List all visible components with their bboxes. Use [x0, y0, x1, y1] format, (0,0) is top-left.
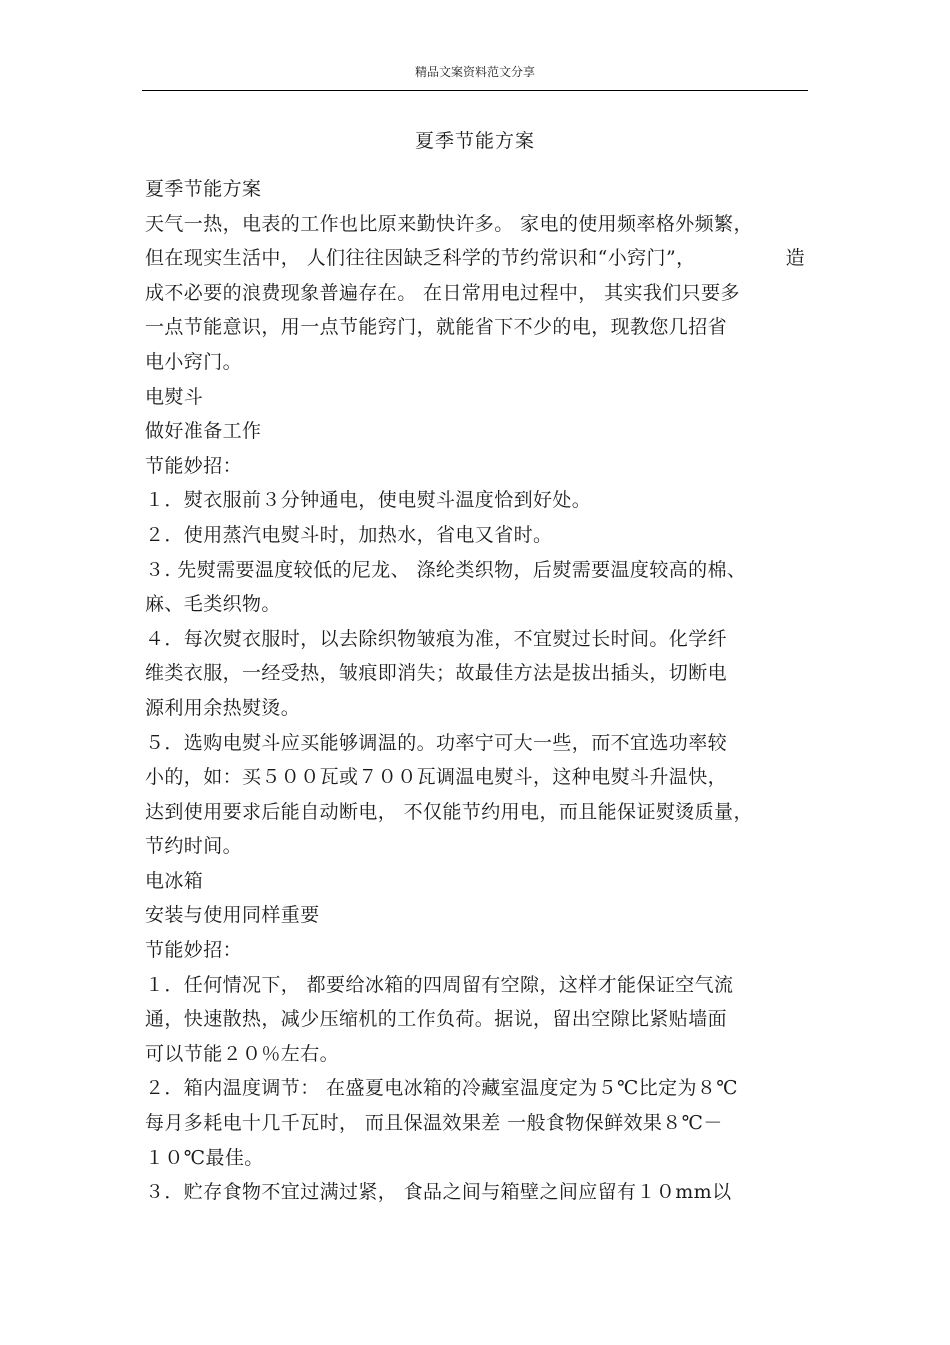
subheading: 做好准备工作: [145, 420, 262, 443]
subheading: 安装与使用同样重要: [145, 904, 320, 927]
list-item-continuation: 源利用余热熨烫。: [145, 696, 301, 719]
list-item: ２．箱内温度调节： 在盛夏电冰箱的冷藏室温度定为５℃比定为８℃: [145, 1077, 738, 1100]
paragraph-line: 电小窍门。: [145, 350, 243, 373]
list-item: ３．贮存食物不宜过满过紧， 食品之间与箱壁之间应留有１０mm以: [145, 1181, 732, 1204]
paragraph-line-text: 但在现实生活中， 人们往往因缺乏科学的节约常识和“小窍门”，: [145, 247, 696, 270]
list-item-continuation: 通，快速散热，减少压缩机的工作负荷。据说，留出空隙比紧贴墙面: [145, 1008, 728, 1031]
tips-label: 节能妙招：: [145, 454, 243, 477]
list-item: ２．使用蒸汽电熨斗时，加热水，省电又省时。: [145, 523, 553, 546]
section-heading: 夏季节能方案: [145, 178, 262, 200]
list-item: １．任何情况下， 都要给冰箱的四周留有空隙，这样才能保证空气流: [145, 973, 734, 996]
page-header: 精品文案资料范文分享: [414, 65, 535, 79]
list-item: ３. 先熨需要温度较低的尼龙、 涤纶类织物，后熨需要温度较高的棉、: [145, 558, 747, 581]
paragraph-line-text: 造: [785, 247, 805, 270]
paragraph-line: 一点节能意识，用一点节能窍门，就能省下不少的电，现教您几招省: [145, 316, 728, 339]
list-item-continuation: 小的，如：买５００瓦或７００瓦调温电熨斗，这种电熨斗升温快，: [145, 766, 728, 789]
section-heading: 电冰箱: [145, 869, 204, 892]
list-item-continuation: 达到使用要求后能自动断电， 不仅能节约用电，而且能保证熨烫质量，: [145, 800, 753, 823]
paragraph-line: 成不必要的浪费现象普遍存在。 在日常用电过程中， 其实我们只要多: [145, 281, 740, 304]
list-item-continuation: 可以节能２０％左右。: [145, 1042, 340, 1065]
tips-label: 节能妙招：: [145, 939, 243, 962]
document-title: 夏季节能方案: [414, 130, 535, 152]
list-item-continuation: １０℃最佳。: [145, 1146, 264, 1169]
list-item: ４．每次熨衣服时，以去除织物皱痕为准，不宜熨过长时间。化学纤: [145, 627, 728, 650]
list-item-continuation: 维类衣服，一经受热，皱痕即消失；故最佳方法是拔出插头，切断电: [145, 662, 728, 685]
paragraph-line: 天气一热，电表的工作也比原来勤快许多。 家电的使用频率格外频繁，: [145, 212, 753, 235]
section-heading: 电熨斗: [145, 385, 204, 408]
paragraph-line: [145, 241, 805, 276]
list-item-continuation: 麻、毛类织物。: [145, 593, 281, 616]
document-body: [145, 172, 805, 1210]
header-divider: [142, 90, 808, 91]
list-item: ５．选购电熨斗应买能够调温的。功率宁可大一些，而不宜选功率较: [145, 731, 728, 754]
list-item-continuation: 节约时间。: [145, 835, 243, 858]
list-item: １．熨衣服前３分钟通电，使电熨斗温度恰到好处。: [145, 489, 592, 512]
list-item-continuation: 每月多耗电十几千瓦时， 而且保温效果差 一般食物保鲜效果８℃－: [145, 1112, 723, 1135]
